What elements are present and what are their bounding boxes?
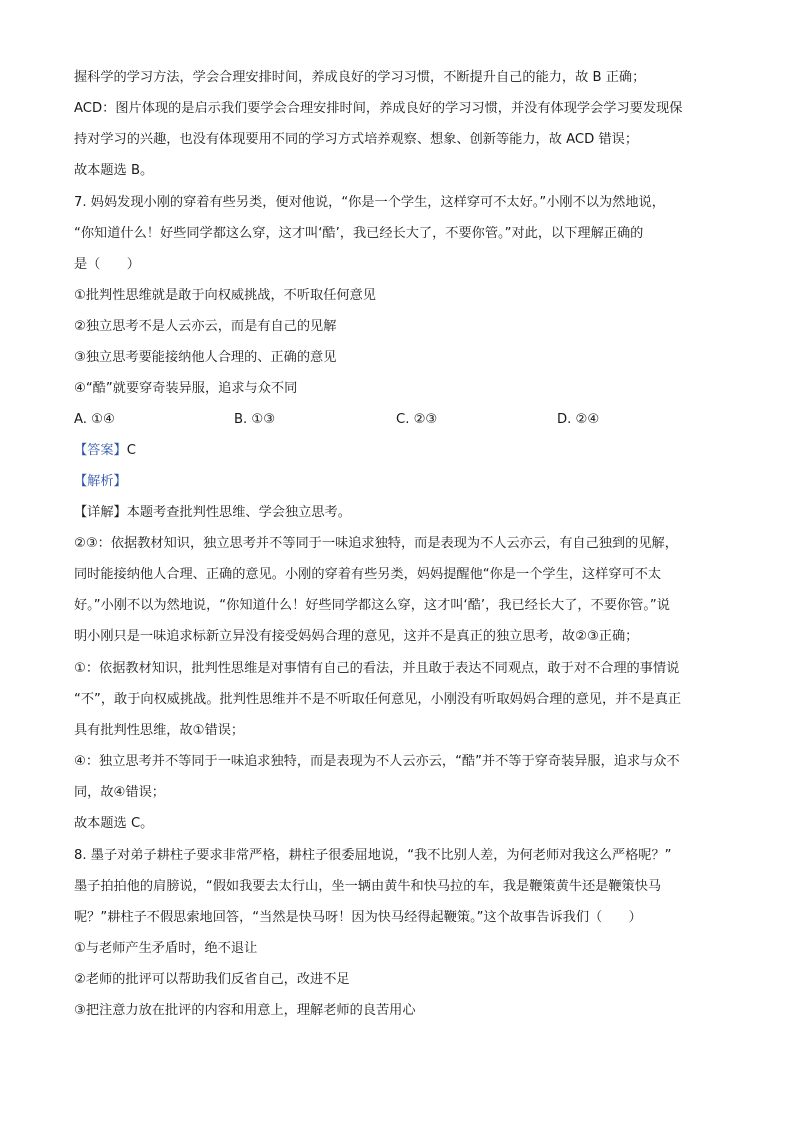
analysis-tag: 【解析】 [74,474,127,489]
option-b: B. ①③ [234,412,276,427]
explanation-line: ②③：依据教材知识，独立思考并不等同于一味追求独特，而是表现为不人云亦云，有自己独到的见解， [74,536,678,551]
option-c: C. ②③ [396,412,438,427]
option-d: D. ②④ [557,412,600,427]
explanation-line: 具有批判性思维，故①错误； [74,723,245,738]
option-a: A. ①④ [74,412,115,427]
question-7-stem: “你知道什么！好些同学都这么穿，这才叫‘酷’，我已经长大了，不要你管。”对此，以下理解正确的 [74,226,644,241]
detail-tag: 【详解】 [74,505,127,520]
explanation-line: 同时能接纳他人合理、正确的意见。小刚的穿着有些另类，妈妈提醒他“你是一个学生，这样穿可不太 [74,567,662,582]
question-8-stem: 墨子拍拍他的肩膀说，“假如我要去太行山，坐一辆由黄牛和快马拉的车，我是鞭策黄牛还是鞭策快马 [74,879,662,894]
statement-3: ③把注意力放在批评的内容和用意上，理解老师的良苦用心 [74,1003,416,1018]
question-7-stem: 7. 妈妈发现小刚的穿着有些另类，便对他说，“你是一个学生，这样穿可不太好。”小刚不以为然地说， [74,195,665,210]
text-line: ACD：图片体现的是启示我们要学会合理安排时间，养成良好的学习习惯，并没有体现学会学习要发现保 [74,101,683,116]
text-line: 持对学习的兴趣，也没有体现要用不同的学习方式培养观察、想象、创新等能力，故 ACD 错误； [74,132,639,147]
analysis-line [74,472,127,492]
detail-line [74,503,351,523]
question-7-stem: 是（ ） [74,257,140,272]
explanation-line: ④：独立思考并不等同于一味追求独特，而是表现为不人云亦云，“酷”并不等于穿奇装异服，追求与众不 [74,754,680,769]
explanation-line: 故本题选 C。 [74,816,154,831]
statement-3: ③独立思考要能接纳他人合理的、正确的意见 [74,350,337,365]
explanation-line: 好。”小刚不以为然地说，“你知道什么！好些同学都这么穿，这才叫‘酷’，我已经长大了，不要你管。”说 [74,598,670,613]
question-8-stem: 呢？”耕柱子不假思索地回答，“当然是快马呀！因为快马经得起鞭策。”这个故事告诉我们（ ） [74,910,642,925]
text-line: 握科学的学习方法，学会合理安排时间，养成良好的学习习惯，不断提升自己的能力，故 B 正确； [74,70,646,85]
answer-line [74,441,136,461]
answer-tag: 【答案】 [74,443,127,458]
statement-2: ②老师的批评可以帮助我们反省自己，改进不足 [74,972,350,987]
explanation-line: “不”，敢于向权威挑战。批判性思维并不是不听取任何意见，小刚没有听取妈妈合理的意见，并不是真正 [74,692,682,707]
statement-1: ①批判性思维就是敢于向权威挑战，不听取任何意见 [74,288,376,303]
explanation-line: 明小刚只是一味追求标新立异没有接受妈妈合理的意见，这并不是真正的独立思考，故②③正确； [74,629,639,644]
statement-2: ②独立思考不是人云亦云，而是有自己的见解 [74,319,337,334]
text-line: 故本题选 B。 [74,163,154,178]
explanation-line: ①：依据教材知识，批判性思维是对事情有自己的看法，并且敢于表达不同观点，敢于对不合理的事情说 [74,661,680,676]
statement-4: ④“酷”就要穿奇装异服，追求与众不同 [74,381,298,396]
explanation-line: 同，故④错误； [74,785,165,800]
question-8-stem: 8. 墨子对弟子耕柱子要求非常严格，耕柱子很委屈地说，“我不比别人差，为何老师对我这么严格呢？” [74,848,672,863]
statement-1: ①与老师产生矛盾时，绝不退让 [74,941,258,956]
detail-text: 本题考查批判性思维、学会独立思考。 [126,505,351,520]
answer-value: C [126,443,136,458]
